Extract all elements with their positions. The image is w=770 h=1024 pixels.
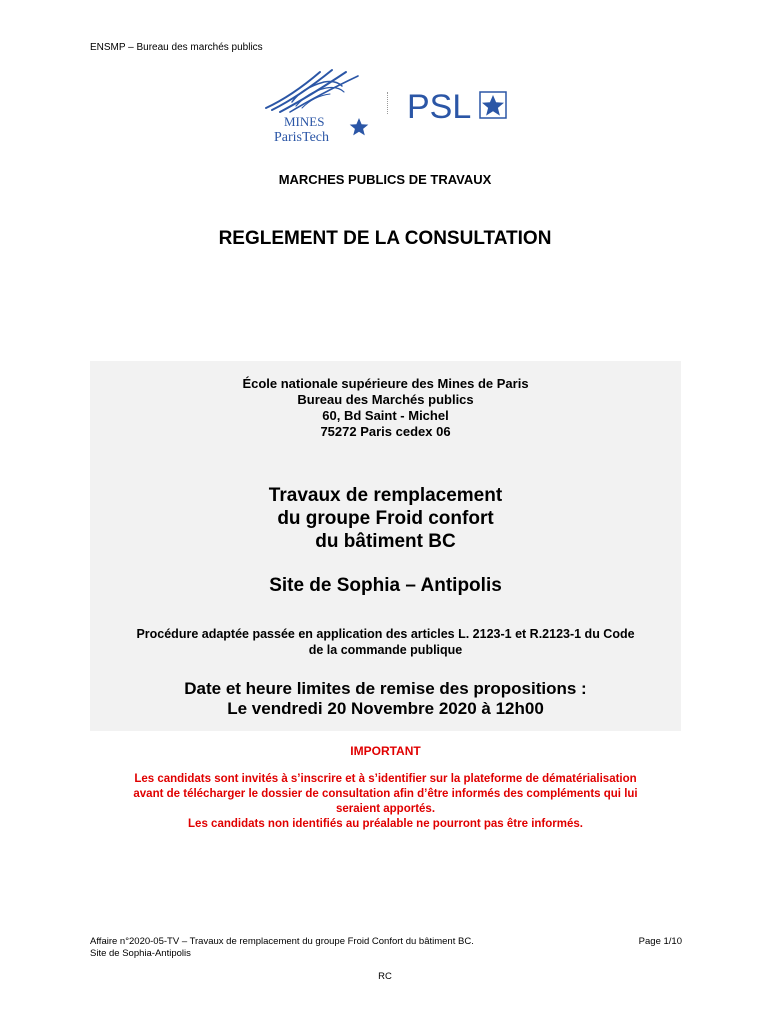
document-title: REGLEMENT DE LA CONSULTATION <box>218 228 552 249</box>
star-icon <box>482 95 504 116</box>
psl-logo-text: PSL <box>407 88 472 122</box>
project-line: du bâtiment BC <box>315 531 456 552</box>
notice-line: seraient apportés. <box>335 803 436 815</box>
footer-document-code: RC <box>378 971 392 982</box>
page-header: ENSMP – Bureau des marchés publics <box>90 42 263 53</box>
important-notice <box>90 772 681 832</box>
deadline-label: Date et heure limites de remise des propositions : <box>184 679 587 698</box>
site-name: Site de Sophia – Antipolis <box>269 575 502 596</box>
mines-logo-line2: ParisTech <box>274 130 330 144</box>
document-category: MARCHES PUBLICS DE TRAVAUX <box>278 172 492 187</box>
important-label: IMPORTANT <box>350 744 421 758</box>
address-block <box>90 376 681 440</box>
project-line: Travaux de remplacement <box>268 485 503 506</box>
footer-line: Affaire n°2020-05-TV – Travaux de remplacement du groupe Froid Confort du bâtiment BC. <box>90 936 474 947</box>
procedure-text <box>90 626 681 658</box>
procedure-line: Procédure adaptée passée en application des articles L. 2123-1 et R.2123-1 du Code <box>136 627 635 641</box>
notice-line: Les candidats non identifiés au préalable ne pourront pas être informés. <box>188 818 583 830</box>
mines-logo-line1: MINES <box>284 114 325 129</box>
star-icon <box>350 118 369 135</box>
project-line: du groupe Froid confort <box>277 508 494 529</box>
mines-paristech-logo <box>262 66 374 144</box>
logo-divider <box>387 92 389 114</box>
address-line: École nationale supérieure des Mines de Paris <box>242 376 529 391</box>
address-line: 60, Bd Saint - Michel <box>322 408 449 423</box>
notice-line: Les candidats sont invités à s’inscrire et à s’identifier sur la plateforme de dématérialisation <box>134 773 637 785</box>
deadline <box>90 679 681 719</box>
deadline-value: Le vendredi 20 Novembre 2020 à 12h00 <box>227 699 544 718</box>
project-title <box>90 484 681 553</box>
notice-line: avant de télécharger le dossier de consultation afin d’être informés des compléments qui lui <box>133 788 638 800</box>
procedure-line: de la commande publique <box>308 643 463 657</box>
footer-reference <box>90 936 474 960</box>
address-line: Bureau des Marchés publics <box>297 392 474 407</box>
page-number: Page 1/10 <box>638 936 682 947</box>
psl-logo <box>405 86 509 122</box>
footer-line: Site de Sophia-Antipolis <box>90 948 191 959</box>
address-line: 75272 Paris cedex 06 <box>320 424 451 439</box>
